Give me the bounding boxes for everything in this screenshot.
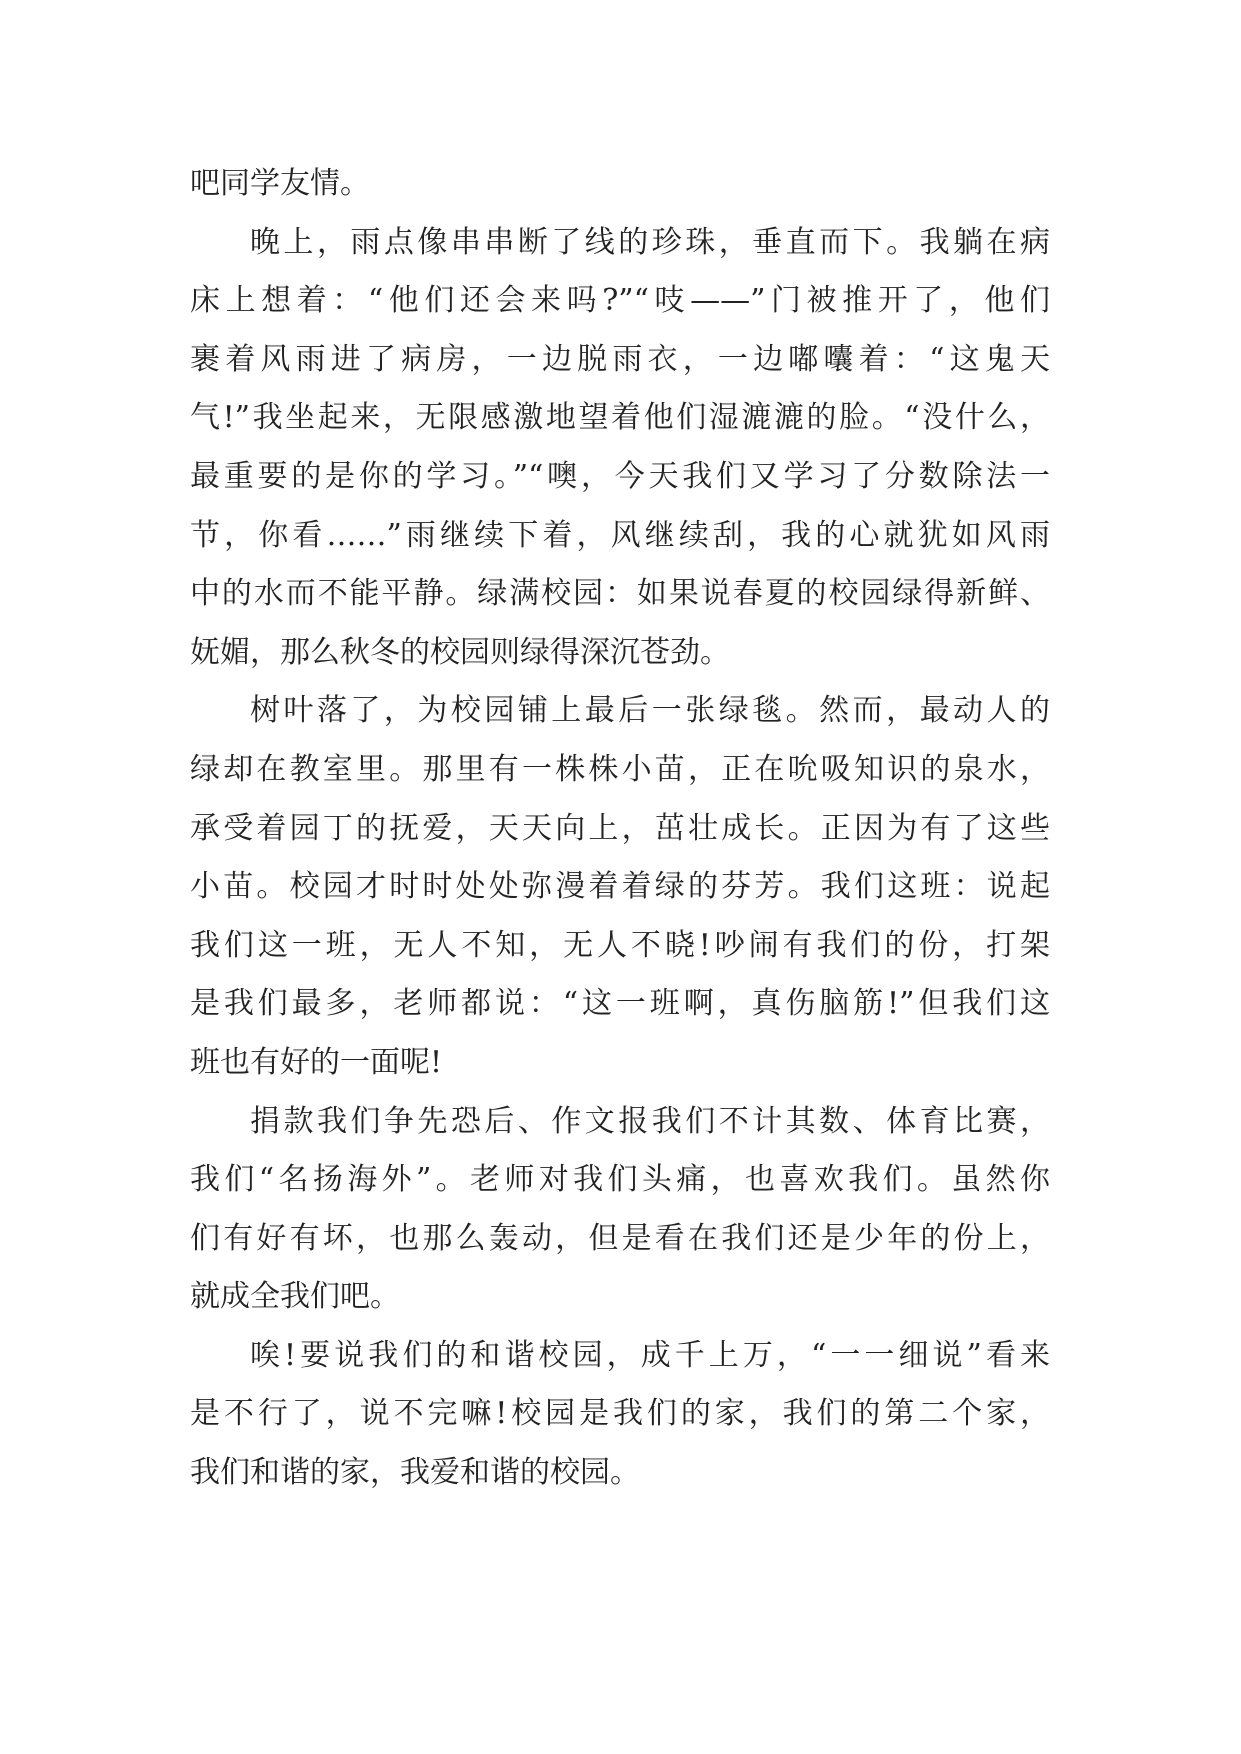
text-line: 是不行了，说不完嘛!校园是我们的家，我们的第二个家， <box>190 1396 1050 1432</box>
text-line: 妩媚，那么秋冬的校园则绿得深沉苍劲。 <box>190 634 730 670</box>
text-line: 最重要的是你的学习。”“噢，今天我们又学习了分数除法一 <box>190 458 1050 494</box>
text-line: 小苗。校园才时时处处弥漫着着绿的芬芳。我们这班：说起 <box>190 869 1050 905</box>
text-line: 裹着风雨进了病房，一边脱雨衣，一边嘟囔着：“这鬼天 <box>190 341 1050 377</box>
text-line: 承受着园丁的抚爱，天天向上，茁壮成长。正因为有了这些 <box>190 810 1050 846</box>
text-line: 吧同学友情。 <box>190 166 370 201</box>
text-line: 我们“名扬海外”。老师对我们头痛，也喜欢我们。虽然你 <box>190 1162 1050 1198</box>
text-line: 班也有好的一面呢! <box>190 1044 443 1080</box>
text-line: 晚上，雨点像串串断了线的珍珠，垂直而下。我躺在病 <box>250 224 1050 260</box>
body-text <box>190 155 1050 1503</box>
text-line: 我们这一班，无人不知，无人不晓!吵闹有我们的份，打架 <box>190 927 1050 963</box>
text-line: 唉!要说我们的和谐校园，成千上万，“一一细说”看来 <box>250 1337 1050 1373</box>
text-line: 捐款我们争先恐后、作文报我们不计其数、体育比赛， <box>250 1103 1050 1139</box>
text-line: 床上想着：“他们还会来吗?”“吱——”门被推开了，他们 <box>190 283 1050 319</box>
text-line: 我们和谐的家，我爱和谐的校园。 <box>190 1455 640 1491</box>
text-line: 节，你看……”雨继续下着，风继续刮，我的心就犹如风雨 <box>190 517 1050 553</box>
text-line: 们有好有坏，也那么轰动，但是看在我们还是少年的份上， <box>190 1220 1050 1256</box>
text-line: 树叶落了，为校园铺上最后一张绿毯。然而，最动人的 <box>250 693 1050 729</box>
text-line: 气!”我坐起来，无限感激地望着他们湿漉漉的脸。“没什么， <box>190 400 1050 436</box>
text-line: 就成全我们吧。 <box>190 1279 400 1315</box>
text-line: 中的水而不能平静。绿满校园：如果说春夏的校园绿得新鲜、 <box>190 576 1050 612</box>
text-line: 绿却在教室里。那里有一株株小苗，正在吮吸知识的泉水， <box>190 751 1050 787</box>
text-line: 是我们最多，老师都说：“这一班啊，真伤脑筋!”但我们这 <box>190 986 1050 1022</box>
